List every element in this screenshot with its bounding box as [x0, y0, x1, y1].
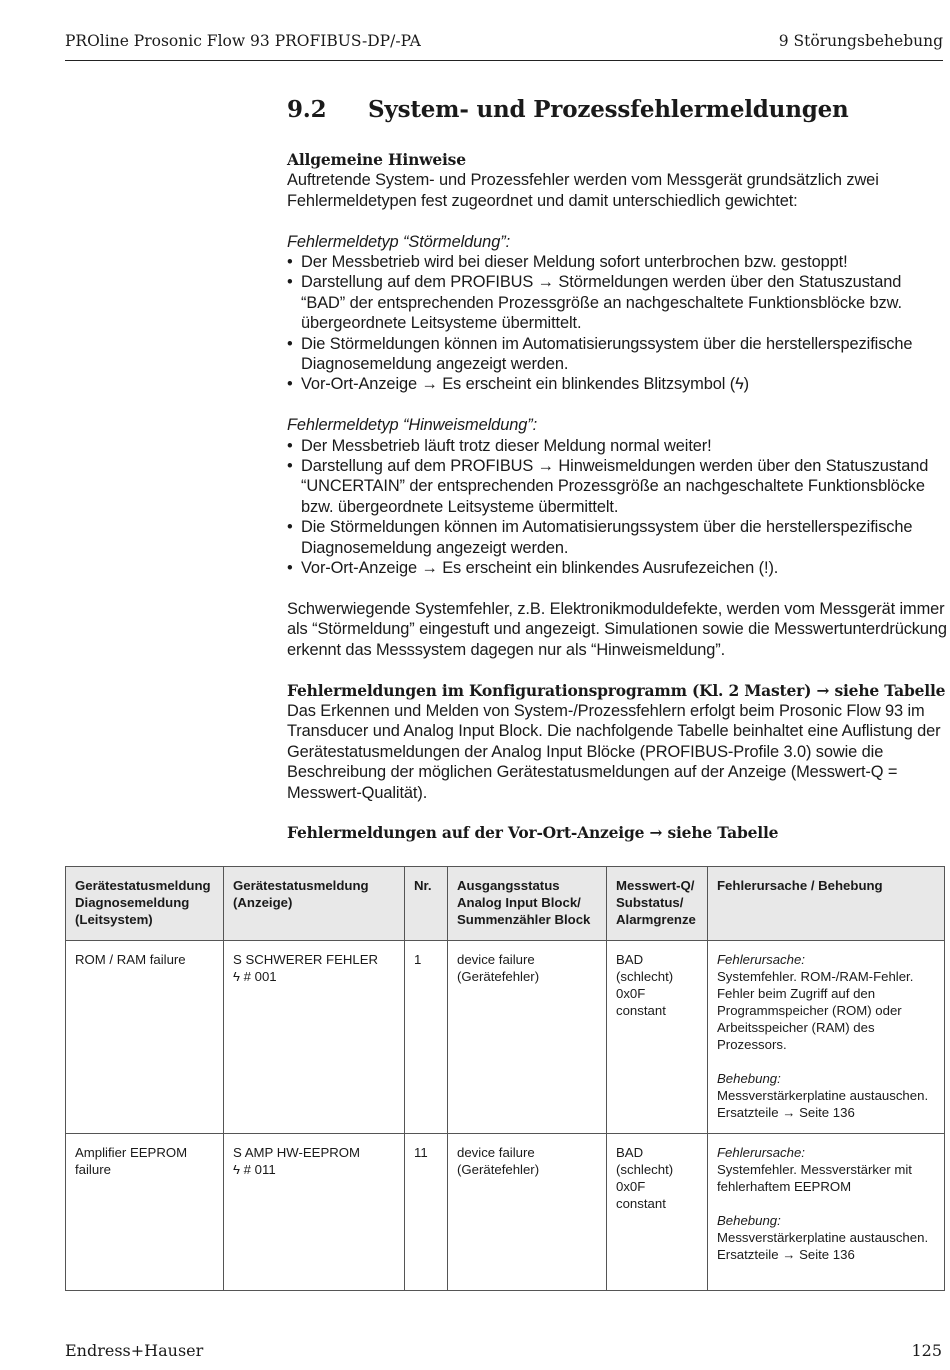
stoer-title: Fehlermeldetyp “Störmeldung”:	[287, 232, 511, 251]
general-heading: Allgemeine Hinweise	[287, 150, 466, 169]
display-code: S AMP HW-EEPROM	[233, 1145, 361, 1160]
list-item: • Die Störmeldungen können im Automatisierungssystem über die herstellerspezifische Diagnosemeldung angezeigt werden.	[287, 517, 947, 558]
fix-label: Behebung:	[717, 1213, 781, 1228]
display-code: S SCHWERER FEHLER	[233, 952, 379, 967]
display-number: ϟ # 001	[233, 969, 277, 984]
quality-value: BAD (schlecht)	[616, 952, 674, 984]
page-number: 125	[911, 1341, 942, 1360]
config-heading: Fehlermeldungen im Konfigurationsprogramm (Kl. 2 Master) → siehe Tabelle	[287, 680, 946, 700]
main-content	[287, 96, 947, 844]
section-heading	[287, 96, 947, 123]
diagnosis-cell: ROM / RAM failure	[66, 941, 224, 1134]
list-item: • Die Störmeldungen können im Automatisierungssystem über die herstellerspezifische Diagnosemeldung angezeigt werden.	[287, 334, 947, 375]
list-item: • Darstellung auf dem PROFIBUS → Störmeldungen werden über den Statuszustand “BAD” der entsprechenden Prozessgröße an nachgeschaltete Funktionsblöcke bzw. übergeordnete Leitsysteme übermittelt.	[287, 272, 947, 333]
cause-text: Systemfehler. ROM-/RAM-Fehler. Fehler beim Zugriff auf den Programmspeicher (ROM) oder Arbeitsspeicher (RAM) des Prozessors.	[717, 969, 914, 1052]
table-row	[66, 941, 945, 1134]
column-header: Fehlerursache / Behebung	[708, 867, 945, 941]
column-header: Nr.	[405, 867, 448, 941]
list-item: • Vor-Ort-Anzeige → Es erscheint ein blinkendes Ausrufezeichen (!).	[287, 558, 947, 578]
fix-label: Behebung:	[717, 1071, 781, 1086]
section-title: System- und Prozessfehlermeldungen	[368, 96, 849, 123]
stoer-list	[287, 252, 947, 395]
quality-cell	[607, 1134, 708, 1291]
substatus-value: 0x0F	[616, 986, 646, 1001]
alarm-limit-value: constant	[616, 1003, 666, 1018]
column-header: Gerätestatusmeldung Diagnosemeldung (Leitsystem)	[66, 867, 224, 941]
table-row	[66, 1134, 945, 1291]
list-item: • Der Messbetrieb wird bei dieser Meldung sofort unterbrochen bzw. gestoppt!	[287, 252, 947, 272]
fix-text: Messverstärkerplatine austauschen. Ersatzteile → Seite 136	[717, 1230, 929, 1262]
list-item: • Darstellung auf dem PROFIBUS → Hinweismeldungen werden über den Statuszustand “UNCERTAIN” der entsprechenden Prozessgröße an nachgeschaltete Funktionsblöcke bzw. übergeordnete Leitsysteme übermittelt.	[287, 456, 947, 517]
list-item: • Der Messbetrieb läuft trotz dieser Meldung normal weiter!	[287, 436, 947, 456]
cause-cell	[708, 941, 945, 1134]
brand-name: Endress+Hauser	[65, 1341, 204, 1360]
hinweis-list	[287, 436, 947, 579]
display-cell	[224, 941, 405, 1134]
error-table	[65, 866, 945, 1291]
section-number: 9.2	[287, 96, 327, 123]
number-cell: 1	[405, 941, 448, 1134]
cause-cell	[708, 1134, 945, 1291]
local-display-heading: Fehlermeldungen auf der Vor-Ort-Anzeige → siehe Tabelle	[287, 823, 779, 843]
diagnosis-cell: Amplifier EEPROM failure	[66, 1134, 224, 1291]
severe-paragraph: Schwerwiegende Systemfehler, z.B. Elektronikmoduldefekte, werden vom Messgerät immer als “Störmeldung” eingestuft und angezeigt. Simulationen sowie die Messwertunterdrückung erkennt das Messsystem dagegen nur als “Hinweismeldung”.	[287, 599, 947, 659]
number-cell: 11	[405, 1134, 448, 1291]
page-header	[65, 32, 943, 61]
table-header-row	[66, 867, 945, 941]
column-header: Ausgangsstatus Analog Input Block/ Summenzähler Block	[448, 867, 607, 941]
display-number: ϟ # 011	[233, 1162, 276, 1177]
column-header: Messwert-Q/ Substatus/ Alarmgrenze	[607, 867, 708, 941]
list-item: • Vor-Ort-Anzeige → Es erscheint ein blinkendes Blitzsymbol (ϟ)	[287, 374, 947, 394]
substatus-value: 0x0F	[616, 1179, 646, 1194]
fix-text: Messverstärkerplatine austauschen. Ersatzteile → Seite 136	[717, 1088, 929, 1120]
cause-text: Systemfehler. Messverstärker mit fehlerhaftem EEPROM	[717, 1162, 912, 1194]
cause-label: Fehlerursache:	[717, 952, 805, 967]
output-status-cell: device failure (Gerätefehler)	[448, 1134, 607, 1291]
alarm-limit-value: constant	[616, 1196, 666, 1211]
quality-cell	[607, 941, 708, 1134]
cause-label: Fehlerursache:	[717, 1145, 805, 1160]
header-chapter-title: 9 Störungsbehebung	[778, 32, 943, 50]
quality-value: BAD (schlecht)	[616, 1145, 674, 1177]
config-paragraph: Das Erkennen und Melden von System-/Prozessfehlern erfolgt beim Prosonic Flow 93 im Transducer und Analog Input Block. Die nachfolgende Tabelle beinhaltet eine Auflistung der Gerätestatusmeldungen der Analog Input Blöcke (PROFIBUS-Profile 3.0) sowie die Beschreibung der möglichen Gerätestatusmeldungen auf der Anzeige (Messwert-Q = Messwert-Qualität).	[287, 701, 941, 802]
display-cell	[224, 1134, 405, 1291]
column-header: Gerätestatusmeldung (Anzeige)	[224, 867, 405, 941]
hinweis-title: Fehlermeldetyp “Hinweismeldung”:	[287, 416, 538, 435]
general-intro: Auftretende System- und Prozessfehler werden vom Messgerät grundsätzlich zwei Fehlermeldetypen fest zugeordnet und damit unterschiedlich gewichtet:	[287, 171, 879, 210]
output-status-cell: device failure (Gerätefehler)	[448, 941, 607, 1134]
header-document-title: PROline Prosonic Flow 93 PROFIBUS-DP/-PA	[65, 32, 421, 50]
